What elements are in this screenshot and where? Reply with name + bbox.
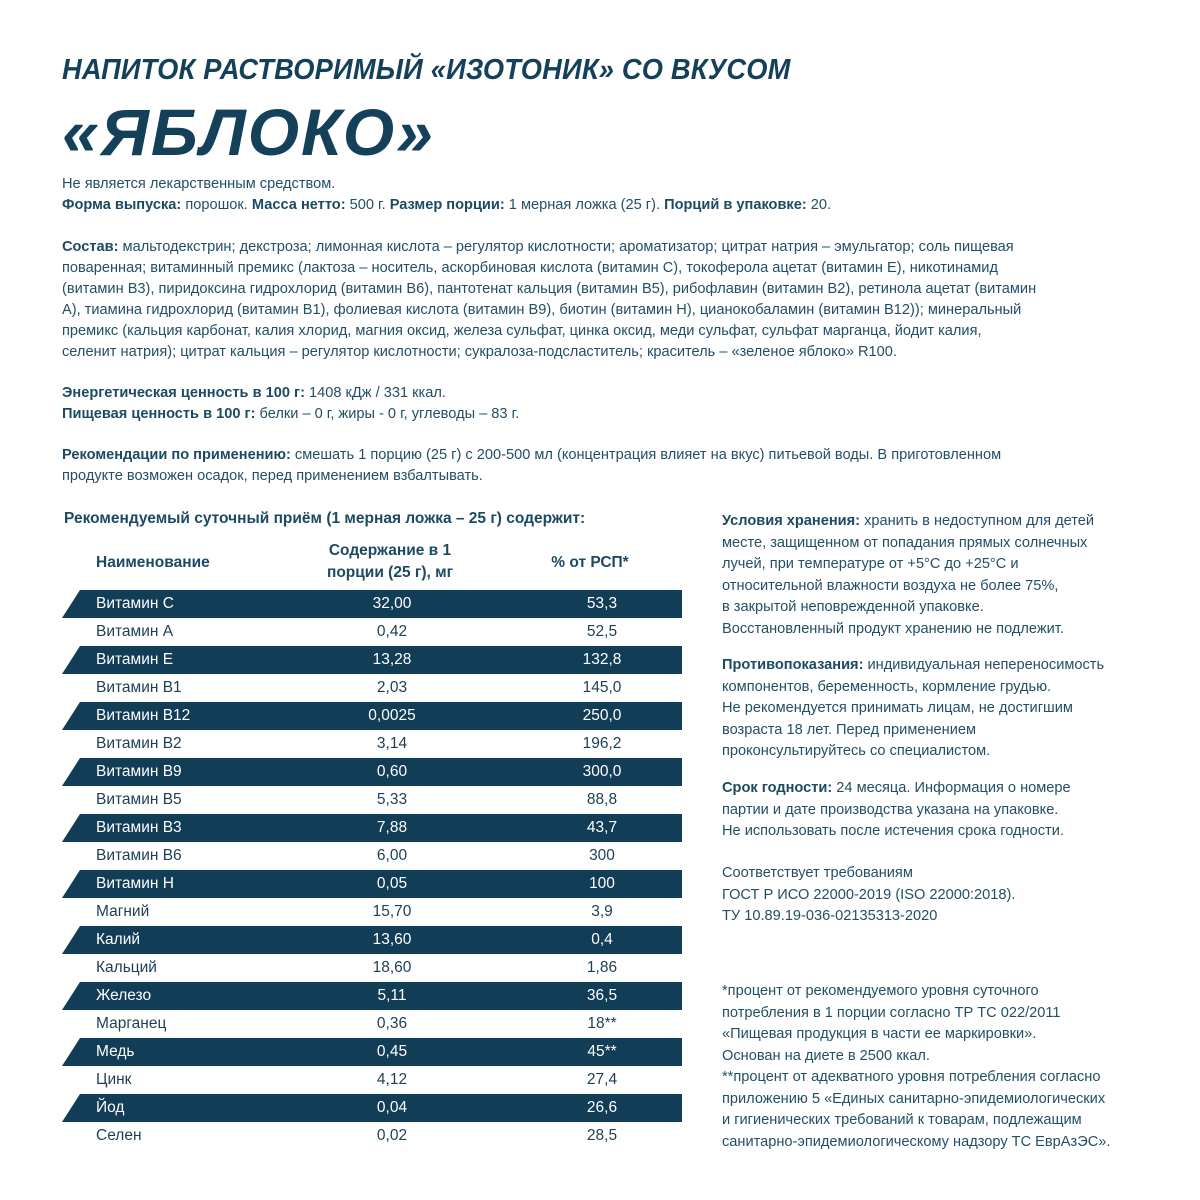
nutrient-name: Витамин В9 [96, 763, 182, 780]
shelf-life-line: 24 месяца. Информация о номере [836, 780, 1071, 796]
composition-line: селенит натрия); цитрат кальция – регулятор кислотности; сукралоза-подсластитель; краситель – «зеленое яблоко» R100. [62, 344, 897, 360]
food-value-label: Пищевая ценность в 100 г: [62, 406, 256, 422]
storage-line: в закрытой неповрежденной упаковке. [722, 599, 984, 615]
nutrient-percent: 0,4 [591, 931, 613, 948]
nutrient-percent: 88,8 [586, 791, 618, 808]
table-row [62, 590, 682, 618]
nutrient-percent: 28,5 [586, 1127, 618, 1144]
table-row [62, 674, 682, 702]
composition-line: премикс (кальция карбонат, калия хлорид, магния оксид, железа сульфат, цинка оксид, меди сульфат, сульфат марганца, йодит калия, [62, 323, 982, 339]
form-label: Форма выпуска: [62, 197, 182, 213]
storage-line: Восстановленный продукт хранению не подлежит. [722, 620, 1064, 637]
energy-value: 1408 кДж / 331 ккал. [309, 385, 446, 401]
nutrient-name: Витамин В1 [96, 679, 182, 696]
nutrient-amount: 0,02 [376, 1127, 408, 1144]
nutrient-name: Магний [96, 903, 150, 920]
footnote-line: Основан на диете в 2500 ккал. [722, 1047, 930, 1064]
nutrient-name: Витамин Н [96, 875, 174, 892]
nutrient-percent: 3,9 [591, 903, 613, 920]
disclaimer: Не является лекарственным средством. [62, 176, 336, 192]
nutrient-percent: 18** [587, 1015, 617, 1032]
table-row [62, 814, 682, 842]
table-row [62, 1010, 682, 1038]
shelf-life-line: партии и дате производства указана на упаковке. [722, 801, 1059, 818]
mass-value: 500 г. [349, 197, 386, 213]
nutrient-name: Марганец [96, 1015, 167, 1032]
nutrient-amount: 4,12 [376, 1071, 408, 1088]
header-name: Наименование [96, 554, 210, 571]
form-value: порошок. [185, 197, 248, 213]
footnote-line: потребления в 1 порции согласно ТР ТС 022/2011 [722, 1004, 1061, 1021]
nutrient-percent: 36,5 [586, 987, 618, 1004]
table-row [62, 702, 682, 730]
nutrient-amount: 6,00 [376, 847, 408, 864]
nutrient-amount: 0,36 [376, 1015, 408, 1032]
nutrient-percent: 1,86 [586, 959, 618, 976]
nutrient-amount: 0,05 [376, 875, 408, 892]
nutrient-amount: 5,33 [376, 791, 408, 808]
contraindications-line: проконсультируйтесь со специалистом. [722, 743, 991, 759]
usage-line: продукте возможен осадок, перед применением взбалтывать. [62, 468, 483, 484]
nutrient-percent: 100 [589, 875, 615, 892]
usage-line: смешать 1 порцию (25 г) с 200-500 мл (концентрация влияет на вкус) питьевой воды. В приготовленном [294, 447, 1002, 463]
compliance-line: ГОСТ Р ИСО 22000-2019 (ISO 22000:2018). [722, 886, 1016, 903]
nutrient-name: Витамин В5 [96, 791, 182, 808]
food-value: белки – 0 г, жиры - 0 г, углеводы – 83 г. [259, 406, 520, 422]
table-row [62, 618, 682, 646]
compliance-line: ТУ 10.89.19-036-02135313-2020 [722, 908, 938, 924]
composition-label: Состав: [62, 239, 119, 255]
nutrient-amount: 0,42 [376, 623, 408, 640]
count-label: Порций в упаковке: [664, 197, 807, 213]
table-row [62, 842, 682, 870]
nutrient-percent: 27,4 [586, 1071, 618, 1088]
composition-block [62, 237, 1036, 363]
nutrient-name: Витамин А [96, 623, 174, 640]
form-line [62, 195, 831, 216]
storage-label: Условия хранения: [722, 513, 861, 529]
nutrient-amount: 32,00 [372, 595, 412, 612]
mass-label: Масса нетто: [251, 197, 346, 213]
header-content-line2: порции (25 г), мг [326, 564, 454, 581]
product-title-flavor: «ЯБЛОКО» [62, 95, 435, 169]
table-row [62, 646, 682, 674]
table-row [62, 926, 682, 954]
table-row [62, 1094, 682, 1122]
header-percent: % от РСП* [551, 554, 629, 571]
nutrient-name: Кальций [96, 959, 157, 976]
footnote-line: санитарно-эпидемиологическому надзору ТС ЕврАзЭС». [722, 1133, 1111, 1150]
nutrient-name: Витамин С [96, 595, 174, 612]
footnote-line: «Пищевая продукция в части ее маркировки». [722, 1026, 1037, 1042]
product-title-line1: НАПИТОК РАСТВОРИМЫЙ «ИЗОТОНИК» СО ВКУСОМ [62, 54, 791, 86]
footnote-line: и гигиенических требований к товарам, подлежащим [722, 1112, 1082, 1128]
table-row [62, 870, 682, 898]
nutrient-percent: 145,0 [582, 679, 622, 696]
nutrient-percent: 132,8 [582, 651, 622, 668]
nutrient-name: Витамин В2 [96, 735, 182, 752]
table-row [62, 982, 682, 1010]
table-row [62, 1066, 682, 1094]
table-row [62, 954, 682, 982]
storage-block [722, 511, 1162, 640]
shelf-life-block [722, 778, 1162, 843]
shelf-life-line: Не использовать после истечения срока годности. [722, 823, 1064, 839]
nutrient-percent: 43,7 [586, 819, 618, 836]
nutrient-percent: 250,0 [582, 707, 622, 724]
composition-line: поваренная; витаминный премикс (лактоза – носитель, аскорбиновая кислота (витамин С), токоферола ацетат (витамин Е), никотинамид [62, 260, 998, 276]
nutrient-amount: 5,11 [377, 987, 407, 1004]
footnote-line: приложению 5 «Единых санитарно-эпидемиологических [722, 1090, 1106, 1107]
nutrient-amount: 7,88 [376, 819, 408, 836]
composition-line: (витамин В3), пиридоксина гидрохлорид (витамин В6), пантотенат кальция (витамин В5), рибофлавин (витамин В2), ретинола ацетат (витамин [62, 281, 1037, 297]
nutrient-amount: 13,28 [372, 651, 412, 668]
storage-line: лучей, при температуре от +5°С до +25°С и [722, 556, 1019, 572]
table-row [62, 1038, 682, 1066]
nutrient-percent: 196,2 [582, 735, 622, 752]
contraindications-line: компонентов, беременность, кормление грудью. [722, 678, 1052, 695]
footnotes-block [722, 981, 1162, 1153]
composition-line: мальтодекстрин; декстроза; лимонная кислота – регулятор кислотности; ароматизатор; цитрат натрия – эмульгатор; соль пищевая [122, 239, 1014, 255]
portion-value: 1 мерная ложка (25 г). [508, 197, 661, 213]
nutrient-name: Цинк [96, 1071, 132, 1088]
nutrition-block [62, 383, 519, 425]
contraindications-label: Противопоказания: [722, 657, 864, 673]
contraindications-block [722, 655, 1162, 763]
table-row [62, 1122, 682, 1150]
usage-label: Рекомендации по применению: [62, 447, 291, 463]
nutrient-percent: 300 [589, 847, 615, 864]
nutrient-amount: 0,60 [376, 763, 408, 780]
compliance-block [722, 863, 1162, 928]
nutrient-amount: 0,0025 [368, 707, 416, 724]
table-row [62, 898, 682, 926]
footnote-line: *процент от рекомендуемого уровня суточного [722, 983, 1039, 999]
nutrient-percent: 45** [587, 1043, 617, 1060]
contraindications-line: индивидуальная непереносимость [867, 657, 1105, 673]
nutrient-amount: 2,03 [376, 679, 408, 696]
nutrient-name: Йод [96, 1099, 125, 1116]
table-row [62, 758, 682, 786]
nutrient-percent: 53,3 [586, 595, 618, 612]
nutrient-name: Железо [96, 987, 152, 1004]
storage-line: относительной влажности воздуха не более 75%, [722, 577, 1059, 594]
nutrient-amount: 13,60 [372, 931, 412, 948]
nutrient-name: Селен [96, 1127, 142, 1144]
intro-block [62, 174, 831, 216]
nutrient-name: Витамин В12 [96, 707, 191, 724]
nutrient-percent: 52,5 [586, 623, 618, 640]
nutrient-amount: 18,60 [372, 959, 412, 976]
nutrient-amount: 0,45 [376, 1043, 408, 1060]
compliance-line: Соответствует требованиям [722, 865, 913, 881]
composition-line: А), тиамина гидрохлорид (витамин В1), фолиевая кислота (витамин В9), биотин (витамин Н), цианокобаламин (витамин В12)); минеральный [62, 302, 1022, 318]
nutrient-percent: 300,0 [582, 763, 622, 780]
contraindications-line: возраста 18 лет. Перед применением [722, 721, 977, 738]
nutrient-amount: 0,04 [376, 1099, 408, 1116]
usage-block [62, 445, 1001, 487]
nutrient-percent: 26,6 [586, 1099, 618, 1116]
table-row [62, 730, 682, 758]
contraindications-line: Не рекомендуется принимать лицам, не достигшим [722, 700, 1073, 716]
portion-label: Размер порции: [389, 197, 505, 213]
storage-line: хранить в недоступном для детей [864, 513, 1095, 529]
table-title: Рекомендуемый суточный приём (1 мерная ложка – 25 г) содержит: [64, 510, 586, 527]
storage-line: месте, защищенном от попадания прямых солнечных [722, 534, 1088, 551]
nutrient-name: Калий [96, 931, 141, 948]
header-content-line1: Содержание в 1 [328, 542, 452, 559]
nutrient-name: Медь [96, 1043, 135, 1060]
nutrient-name: Витамин В6 [96, 847, 182, 864]
shelf-life-label: Срок годности: [722, 780, 833, 796]
energy-label: Энергетическая ценность в 100 г: [62, 385, 305, 401]
nutrient-name: Витамин Е [96, 651, 174, 668]
count-value: 20. [810, 197, 832, 213]
nutrient-amount: 15,70 [372, 903, 412, 920]
table-row [62, 786, 682, 814]
footnote-line: **процент от адекватного уровня потребления согласно [722, 1069, 1101, 1085]
header-content [300, 540, 480, 584]
nutrient-amount: 3,14 [376, 735, 408, 752]
nutrient-name: Витамин В3 [96, 819, 182, 836]
